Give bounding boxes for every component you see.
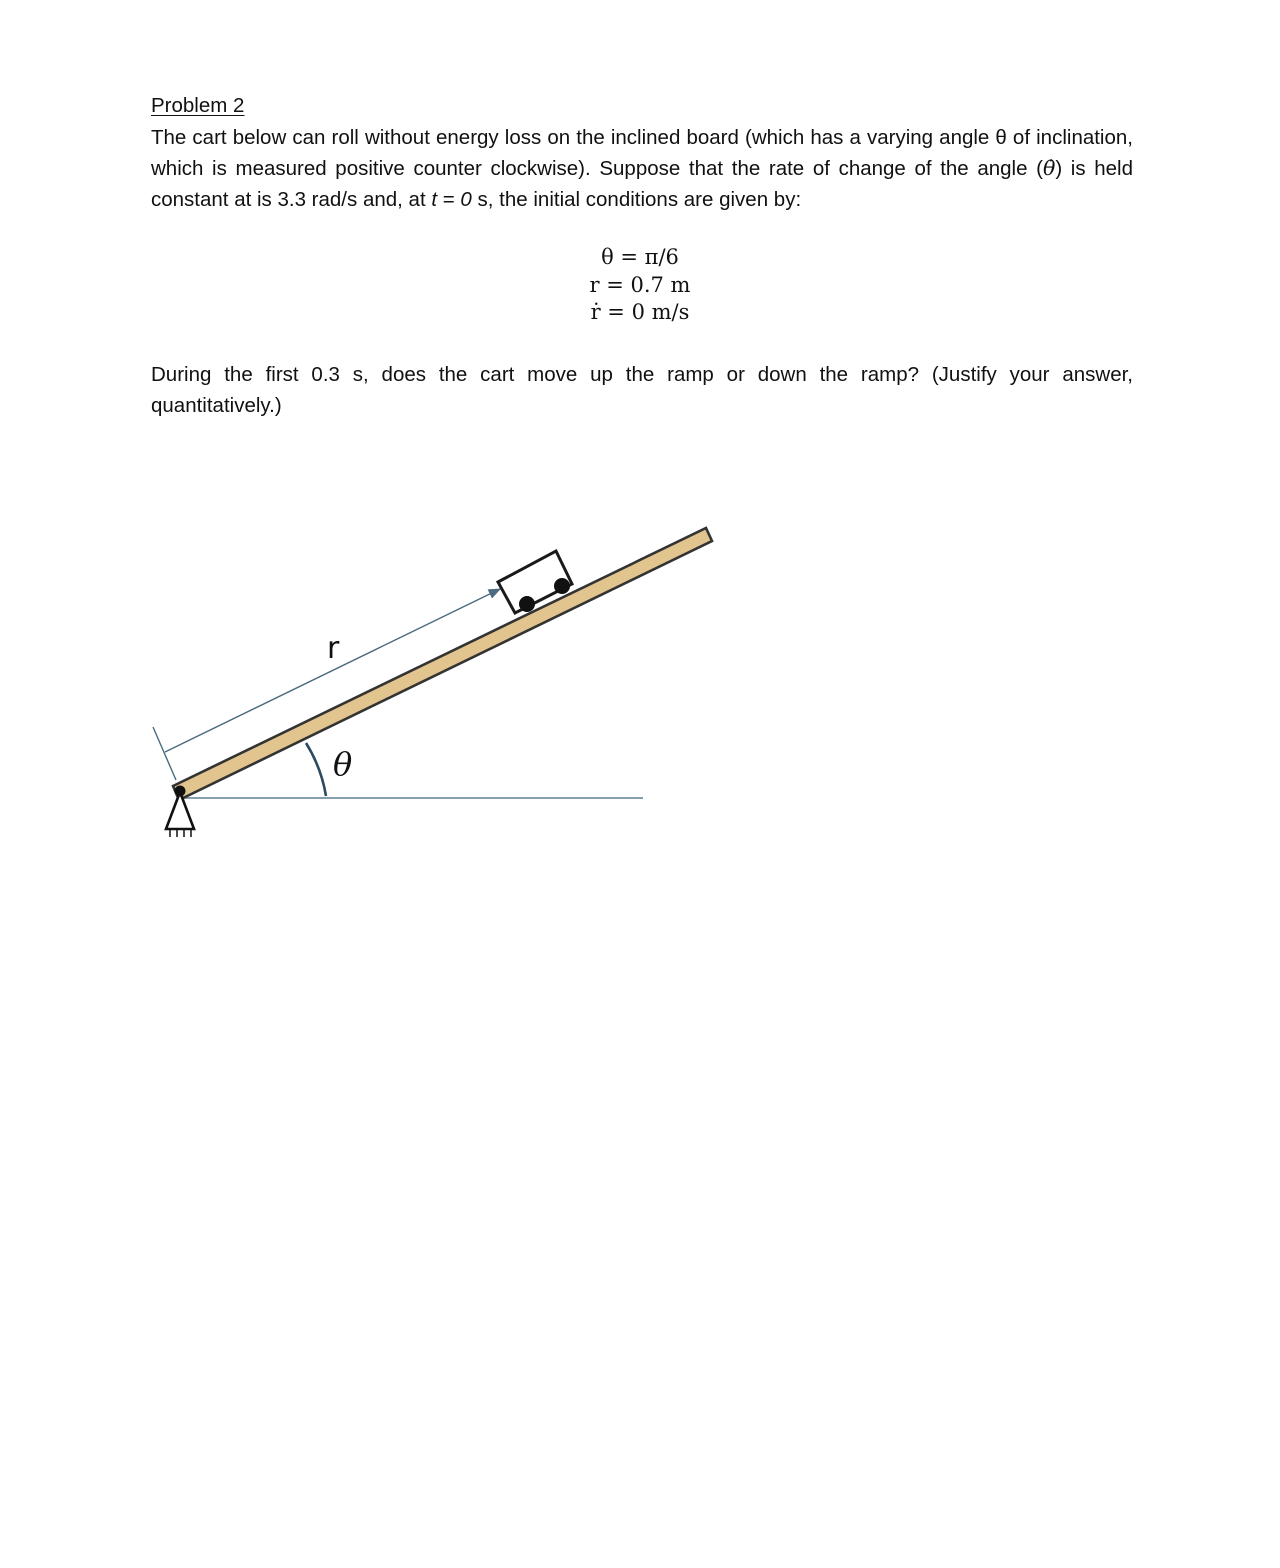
inclined-board xyxy=(173,528,712,800)
time-symbol: t xyxy=(431,188,438,211)
intro-text-4: s, the initial conditions are given by: xyxy=(471,188,802,211)
condition-theta: θ = π/6 xyxy=(601,245,679,269)
intro-text-1: The cart below can roll without energy loss on the inclined board (which has a varying angle θ of inclination, which is measured positive counter clockwise). Suppose that the rate of change of the angle ( xyxy=(151,126,1133,180)
cart-rear-wheel xyxy=(519,596,535,612)
pivot-pin xyxy=(175,786,186,797)
condition-r: r = 0.7 m xyxy=(589,272,691,297)
problem-title: Problem 2 xyxy=(151,94,245,117)
theta-label: θ xyxy=(333,745,353,783)
question-text: During the first 0.3 s, does the cart move up the ramp or down the ramp? (Justify your answer, quantitatively.) xyxy=(151,363,1133,417)
dimension-extension-line xyxy=(153,727,176,780)
time-zero-value: 0 xyxy=(460,188,472,211)
intro-text-2: ) is held constant at is 3.3 rad/s and, at xyxy=(151,157,1133,211)
theta-angle-arc xyxy=(306,743,326,796)
theta-dot-symbol: θ̇ xyxy=(1042,156,1056,180)
r-dimension-arrow xyxy=(165,589,500,752)
intro-text-3: = xyxy=(437,188,461,211)
r-label: r xyxy=(327,631,340,666)
cart-front-wheel xyxy=(554,578,570,594)
condition-r-dot: ṙ = 0 m/s xyxy=(590,300,690,324)
